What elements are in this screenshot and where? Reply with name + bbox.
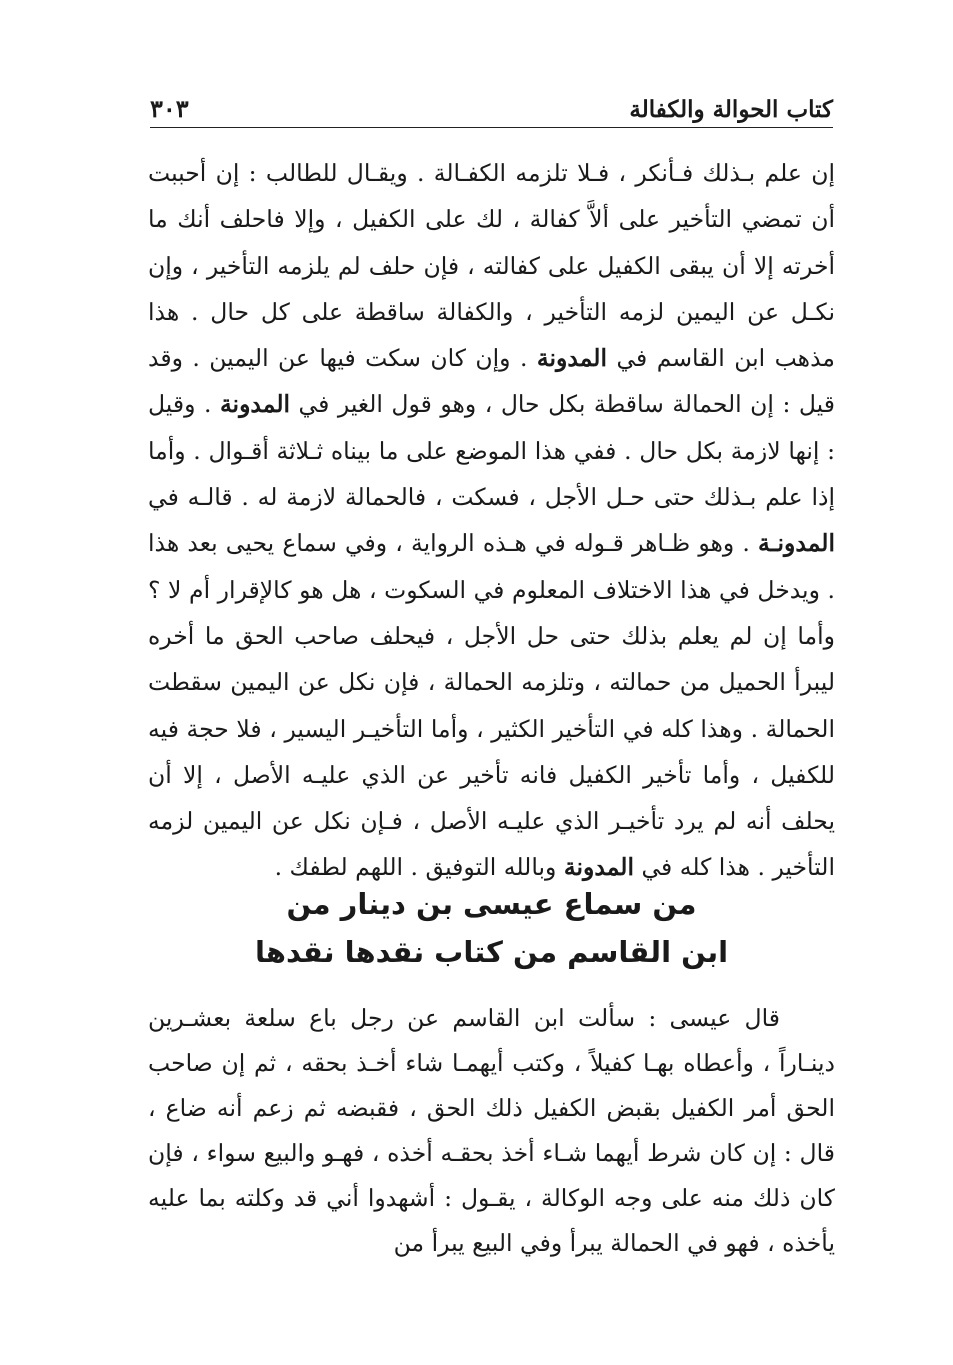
section-paragraph-text: قال عيسى : سألت ابن القاسم عن رجل باع سلعة بعشـرين دينـاراً ، وأعطاه بهـا كفيلاً ، وكتب أيهمـا شاء أخـذ بحقه ، ثم إن صاحب الحق أمر الكفيل بقبض الكفيل ذلك الحق ، فقبضه ثم زعم أنه ضاع ، قال : إن كان شرط أيهما شـاء أخذ بحقـه أخذه ، فهـو والبيع سواء ، فإن كان ذلك منه على وجه الوكالة ، يقـول : أشهدوا أني قد وكلته بما عليه يأخذه ، فهو في الحمالة يبرأ وفي البيع يبرأ من [148, 1004, 835, 1257]
bold-term-mudawwana: المدونة [536, 344, 607, 373]
page-number: ٣٠٣ [150, 94, 189, 123]
text-segment: . وقيل : إنها لازمة بكل حال . ففي هذا الموضع على ما بيناه ثـلاثة أقـوال . وأما إذا علم بـذلك حتى حـل الأجل ، فسكت ، فالحمالة لازمة له . قالـه في [148, 390, 835, 512]
main-paragraph [148, 150, 835, 891]
running-title: كتاب الحوالة والكفالة [629, 96, 833, 123]
text-segment: وبالله التوفيق . اللهم لطفك . [274, 853, 557, 882]
section-heading-line-2: ابن القاسم من كتاب نقدها نقدها [254, 935, 729, 969]
section-heading [150, 880, 833, 976]
text-segment: إن علم بـذلك فـأنكر ، فـلا تلزمه الكفـالة . ويقـال للطالب : إن أحببت أن تمضي التأخير على ألاَّ كفالة ، لك على الكفيل ، وإلا فاحلف أنك ما أخرته إلا أن يبقى الكفيل على كفالته ، فإن حلف لم يلزمه التأخير ، وإن نكـل عن اليمين لزمه التأخير ، والكفالة ساقطة على كل حال . هذا مذهب ابن القاسم في [148, 159, 835, 373]
text-segment: . وإن كان سكت فيها عن اليمين . وقد قيل : إن الحمالة ساقطة بكل حال ، وهو قول الغير في [148, 344, 835, 419]
section-paragraph [148, 996, 835, 1266]
text-segment: . وهو ظـاهر قـوله في هـذه الرواية ، وفي سماع يحيى بعد هذا . ويدخل في هذا الاختلاف المعلوم في السكوت ، هل هو كالإقرار أم لا ؟ وأما إن لم يعلم بذلك حتى حل الأجل ، فيحلف صاحب الحق ما أخره ليبرأ الحميل من حمالته ، وتلزمه الحمالة ، فإن نكل عن اليمين سقطت الحمالة . وهذا كله في التأخير الكثير ، وأما التأخيـر اليسير ، فلا حجة فيه للكفيل ، وأما تأخير الكفيل فانه تأخير عن الذي عليـه الأصل ، إلا أن يحلف أنه لم يرد تأخيـر الذي عليـه الأصل ، فـإن نكل عن اليمين لزمه التأخير . هذا كله في [148, 529, 835, 882]
page-header [150, 84, 833, 128]
bold-term-mudawwana: المدونـة [758, 529, 835, 558]
bold-term-mudawwana: المدونة [563, 853, 634, 882]
section-heading-line-1: من سماع عيسى بن دينار من [286, 887, 697, 921]
paragraph-1 [148, 150, 835, 891]
bold-term-mudawwana: المدونة [219, 390, 291, 419]
